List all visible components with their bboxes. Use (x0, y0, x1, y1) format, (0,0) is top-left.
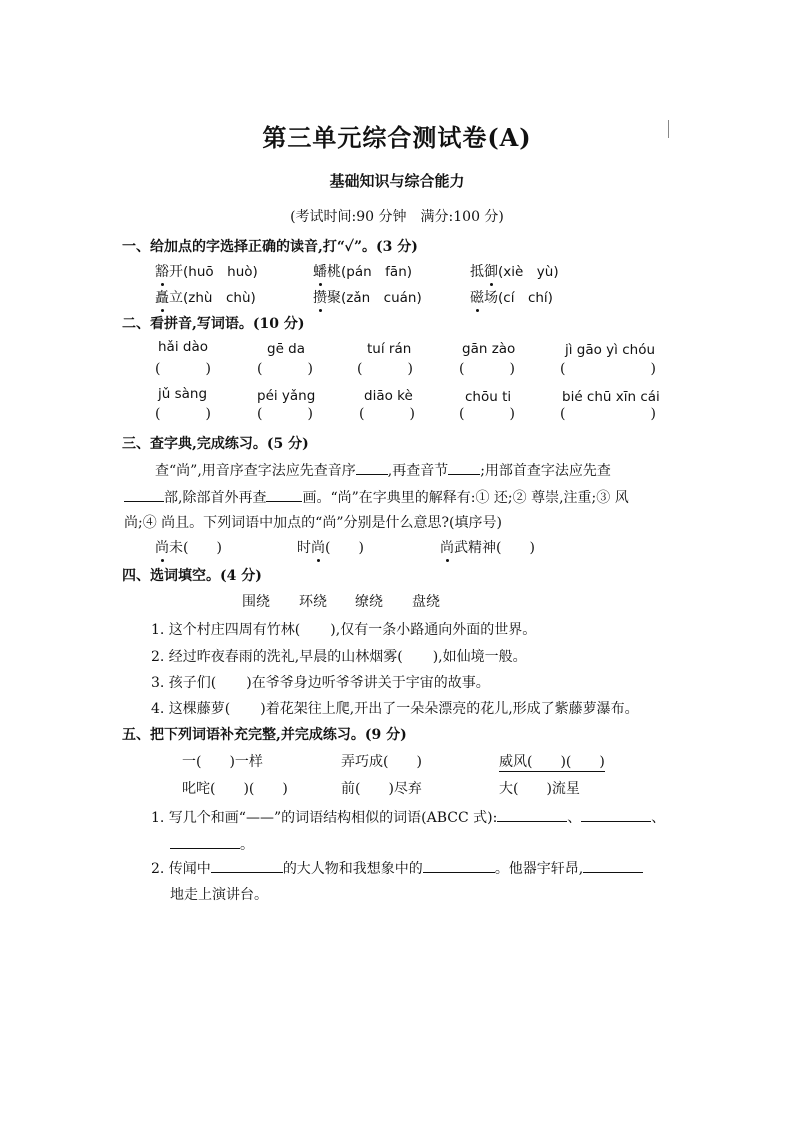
pinyin-1: hǎi dào (158, 339, 208, 355)
answer-box-3[interactable]: ( ) (357, 361, 413, 377)
pinyin-7: péi yǎng (257, 388, 316, 404)
s1-item-3: 抵御(xiè yù) (470, 260, 559, 281)
s4-question-3: 3. 孩子们( )在爷爷身边听爷爷讲关于宇宙的故事。 (151, 675, 490, 691)
word-option-1: 围绕 (242, 594, 270, 610)
idiom-3: 威风( )( ) (499, 751, 605, 772)
section-2-heading: 二、看拼音,写词语。(10 分) (122, 316, 305, 332)
s4-question-2: 2. 经过昨夜春雨的洗礼,早晨的山林烟雾( ),如仙境一般。 (151, 649, 527, 665)
section-1-heading: 一、给加点的字选择正确的读音,打“✓”。(3 分) (122, 239, 418, 255)
blank-abcc-2[interactable] (581, 807, 651, 822)
s1-item-1: 豁开(huō huò) (155, 260, 258, 281)
idiom-6: 大( )流星 (499, 781, 580, 797)
pinyin-5: jì gāo yì chóu (565, 342, 656, 358)
s5-question-2-cont: 地走上演讲台。 (170, 887, 268, 903)
answer-box-1[interactable]: ( ) (155, 361, 211, 377)
answer-box-2[interactable]: ( ) (257, 361, 313, 377)
pinyin-9: chōu ti (465, 389, 512, 405)
section-5-heading: 五、把下列词语补充完整,并完成练习。(9 分) (122, 727, 407, 743)
page-subtitle: 基础知识与综合能力 (329, 172, 465, 190)
s3-word-2: 时尚( ) (297, 537, 364, 557)
pinyin-10: bié chū xīn cái (562, 389, 660, 405)
pinyin-6: jǔ sàng (158, 386, 208, 402)
word-option-4: 盘绕 (412, 594, 440, 610)
s3-word-3: 尚武精神( ) (440, 537, 535, 557)
exam-info: (考试时间:90 分钟 满分:100 分) (290, 209, 504, 225)
s1-item-2: 蟠桃(pán fān) (313, 260, 412, 281)
idiom-2: 弄巧成( ) (341, 754, 422, 770)
s3-word-1: 尚未( ) (155, 537, 222, 557)
s4-question-1: 1. 这个村庄四周有竹林( ),仅有一条小路通向外面的世界。 (151, 622, 537, 638)
answer-box-7[interactable]: ( ) (257, 406, 313, 422)
section-4-heading: 四、选词填空。(4 分) (122, 568, 262, 584)
blank-yinjie[interactable] (448, 460, 480, 475)
idiom-5: 前( )尽弃 (341, 781, 422, 797)
section-3-heading: 三、查字典,完成练习。(5 分) (122, 436, 309, 452)
answer-box-6[interactable]: ( ) (155, 406, 211, 422)
blank-abcc-1[interactable] (497, 807, 567, 822)
s4-question-4: 4. 这棵藤萝( )着花架往上爬,开出了一朵朵漂亮的花儿,形成了紫藤萝瀑布。 (151, 701, 639, 717)
blank-yinxu[interactable] (356, 460, 388, 475)
pinyin-2: gē da (267, 341, 306, 357)
blank-abcc-3[interactable] (170, 834, 240, 849)
blank-q2-1[interactable] (211, 858, 283, 873)
answer-box-9[interactable]: ( ) (459, 406, 515, 422)
s1-item-4: 矗立(zhù chù) (155, 286, 256, 307)
answer-box-10[interactable]: ( ) (560, 406, 656, 422)
s3-line-1: 查“尚”,用音序查字法应先查音序 ,再查音节 ;用部首查字法应先查 (155, 460, 611, 480)
s3-line-3: 尚;④ 尚且。下列词语中加点的“尚”分别是什么意思?(填序号) (124, 515, 502, 531)
idiom-1: 一( )一样 (182, 754, 263, 770)
s5-question-2: 2. 传闻中 的大人物和我想象中的 。他器宇轩昂, (151, 858, 643, 878)
s5-question-1: 1. 写几个和画“——”的词语结构相似的词语(ABCC 式): 、 、 (151, 807, 665, 827)
blank-huashu[interactable] (266, 487, 302, 502)
s5-question-1-cont: 。 (170, 834, 254, 854)
answer-box-8[interactable]: ( ) (359, 406, 415, 422)
blank-bushou[interactable] (124, 487, 164, 502)
word-option-3: 缭绕 (355, 594, 383, 610)
pinyin-4: gān zào (462, 341, 516, 357)
s3-line-2: 部,除部首外再查 画。“尚”在字典里的解释有:① 还;② 尊崇,注重;③ 风 (124, 487, 629, 507)
blank-q2-2[interactable] (423, 858, 495, 873)
s1-item-5: 攒聚(zǎn cuán) (313, 286, 422, 307)
answer-box-4[interactable]: ( ) (459, 361, 515, 377)
blank-q2-3[interactable] (583, 858, 643, 873)
page-title: 第三单元综合测试卷(A) (262, 123, 532, 152)
s1-item-6: 磁场(cí chí) (470, 286, 553, 307)
word-option-2: 环绕 (299, 594, 327, 610)
pinyin-8: diāo kè (364, 388, 413, 404)
pinyin-3: tuí rán (367, 341, 412, 357)
idiom-4: 叱咤( )( ) (182, 781, 288, 797)
answer-box-5[interactable]: ( ) (560, 361, 656, 377)
